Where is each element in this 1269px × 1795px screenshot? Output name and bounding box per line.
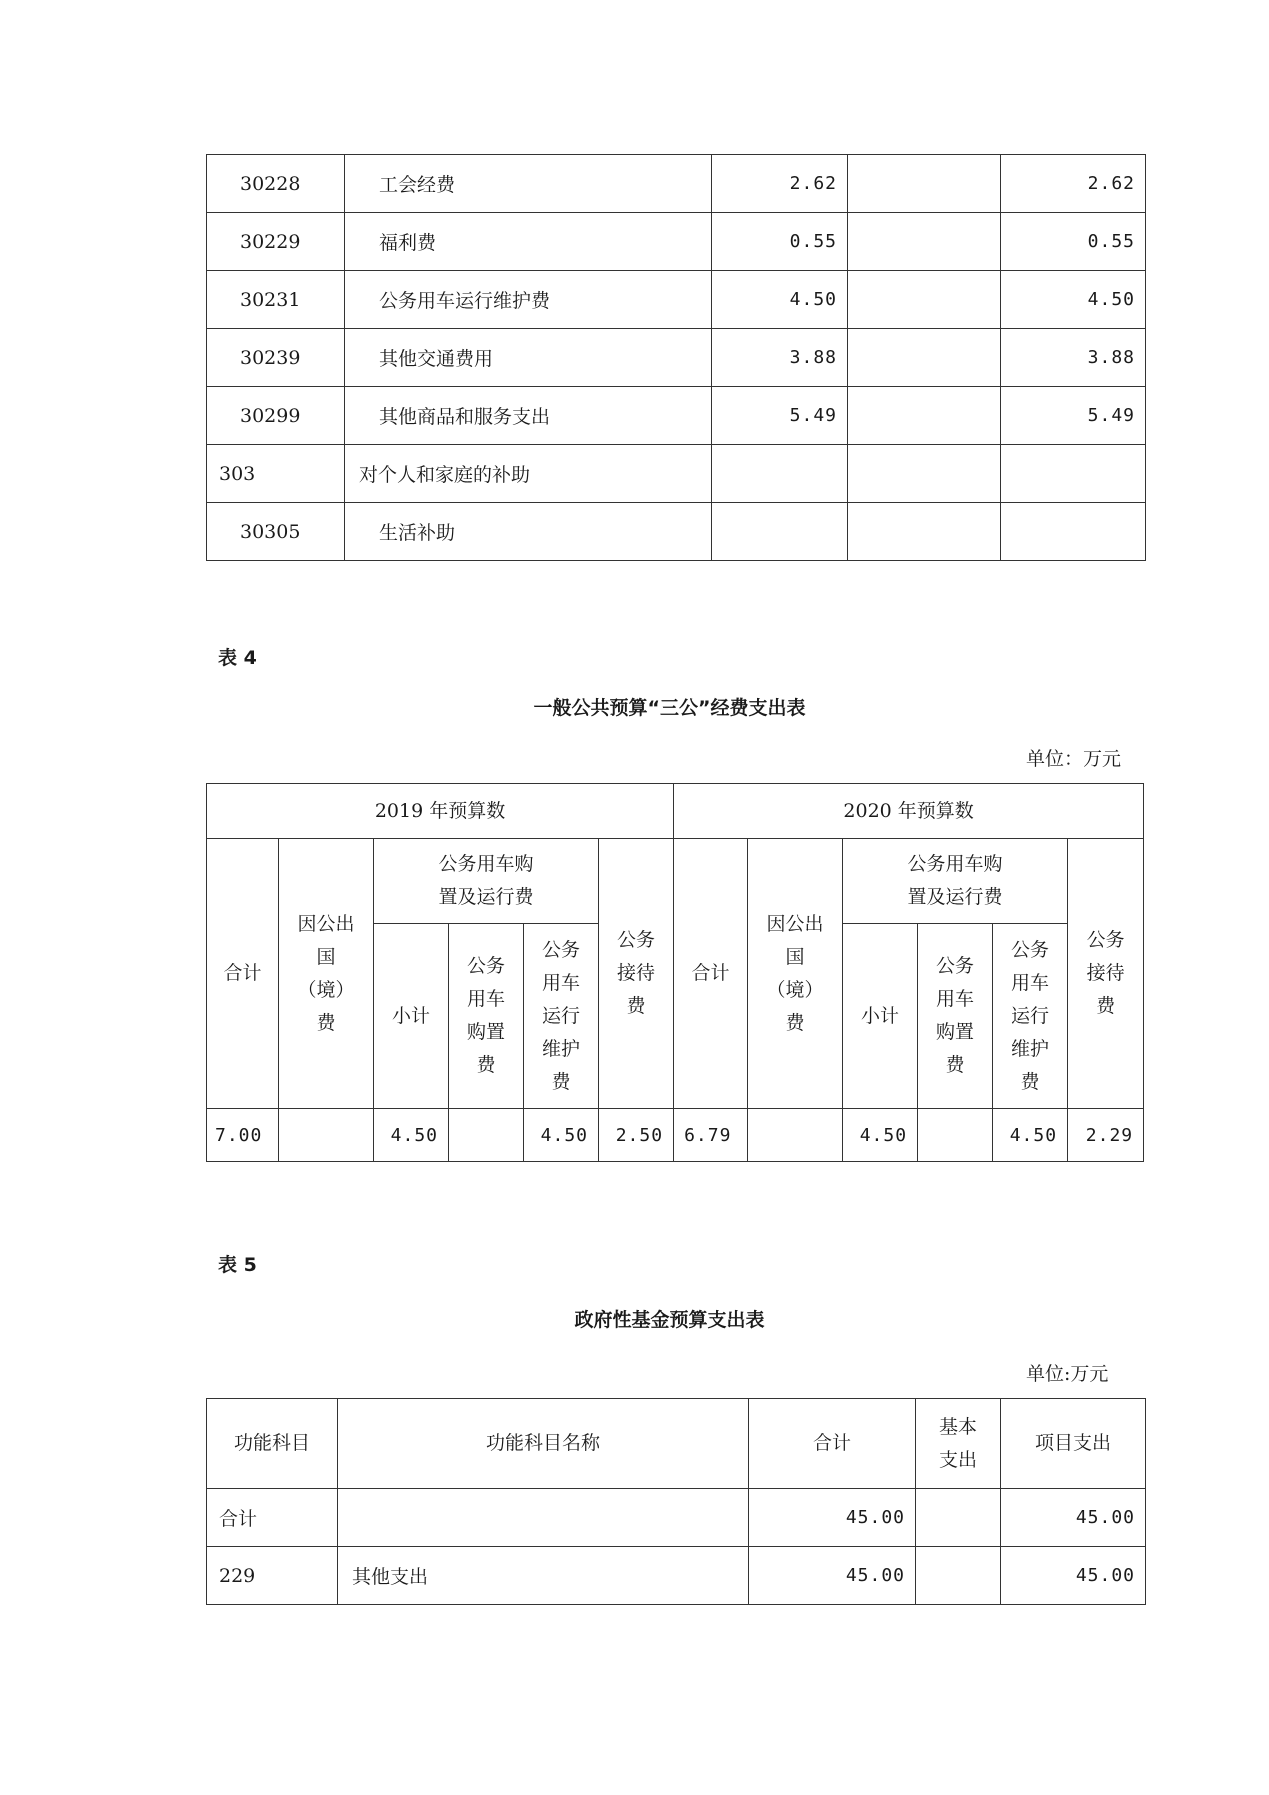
table-row: [207, 213, 1146, 271]
header-abroad: 因公出国（境）费: [279, 839, 374, 1109]
expenditure-table-continued: [206, 154, 1146, 561]
code-cell: 30239: [207, 329, 345, 387]
total-cell: [712, 445, 848, 503]
project-cell: [1001, 445, 1146, 503]
total-cell: 45.00: [749, 1489, 916, 1547]
table4-title: 一般公共预算“三公”经费支出表: [533, 697, 806, 719]
name-cell: [338, 1489, 749, 1547]
value-2019-reception: 2.50: [599, 1109, 674, 1162]
government-fund-table: [206, 1398, 1146, 1605]
project-cell: 0.55: [1001, 213, 1146, 271]
header-total: 合计: [207, 839, 279, 1109]
header-subtotal: 小计: [843, 924, 918, 1109]
code-cell: 30299: [207, 387, 345, 445]
value-2019-buy: [449, 1109, 524, 1162]
header-name: 功能科目名称: [338, 1399, 749, 1489]
table5-unit: 单位:万元: [1026, 1363, 1109, 1385]
table-row: [207, 1547, 1146, 1605]
value-2019-subtotal: 4.50: [374, 1109, 449, 1162]
header-abroad: 因公出国（境）费: [748, 839, 843, 1109]
basic-cell: [848, 271, 1001, 329]
basic-cell: [848, 445, 1001, 503]
name-cell: 福利费: [345, 213, 712, 271]
project-cell: 3.88: [1001, 329, 1146, 387]
basic-cell: [916, 1489, 1001, 1547]
basic-cell: [916, 1547, 1001, 1605]
value-2020-subtotal: 4.50: [843, 1109, 918, 1162]
total-cell: 5.49: [712, 387, 848, 445]
project-cell: 45.00: [1001, 1489, 1146, 1547]
header-car-buy: 公务用车购置费: [449, 924, 524, 1109]
header-total: 合计: [749, 1399, 916, 1489]
table-row: [207, 1109, 1144, 1162]
value-2019-total: 7.00: [207, 1109, 279, 1162]
table5-title: 政府性基金预算支出表: [574, 1309, 765, 1331]
table-row: [207, 503, 1146, 561]
total-cell: 2.62: [712, 155, 848, 213]
value-2020-buy: [918, 1109, 993, 1162]
basic-cell: [848, 213, 1001, 271]
total-cell: 0.55: [712, 213, 848, 271]
name-cell: 其他商品和服务支出: [345, 387, 712, 445]
basic-cell: [848, 329, 1001, 387]
table-row: [207, 155, 1146, 213]
three-public-expenses-table: [206, 783, 1144, 1162]
name-cell: 对个人和家庭的补助: [345, 445, 712, 503]
project-cell: [1001, 503, 1146, 561]
header-car-group: 公务用车购置及运行费: [843, 839, 1068, 924]
basic-cell: [848, 155, 1001, 213]
header-car-run: 公务用车运行维护费: [993, 924, 1068, 1109]
value-2019-abroad: [279, 1109, 374, 1162]
header-car-buy: 公务用车购置费: [918, 924, 993, 1109]
code-cell: 30229: [207, 213, 345, 271]
table-row: [207, 271, 1146, 329]
value-2019-run: 4.50: [524, 1109, 599, 1162]
project-cell: 4.50: [1001, 271, 1146, 329]
name-cell: 生活补助: [345, 503, 712, 561]
header-reception: 公务接待费: [1068, 839, 1144, 1109]
name-cell: 工会经费: [345, 155, 712, 213]
table-row: [207, 387, 1146, 445]
header-code: 功能科目: [207, 1399, 338, 1489]
project-cell: 5.49: [1001, 387, 1146, 445]
table-row: [207, 329, 1146, 387]
total-cell: 45.00: [749, 1547, 916, 1605]
header-reception: 公务接待费: [599, 839, 674, 1109]
name-cell: 公务用车运行维护费: [345, 271, 712, 329]
code-cell: 30305: [207, 503, 345, 561]
value-2020-total: 6.79: [674, 1109, 748, 1162]
header-car-group: 公务用车购置及运行费: [374, 839, 599, 924]
project-cell: 45.00: [1001, 1547, 1146, 1605]
table-row: [207, 445, 1146, 503]
header-basic: 基本支出: [916, 1399, 1001, 1489]
value-2020-abroad: [748, 1109, 843, 1162]
total-cell: 4.50: [712, 271, 848, 329]
total-cell: 3.88: [712, 329, 848, 387]
table-row: [207, 1489, 1146, 1547]
value-2020-run: 4.50: [993, 1109, 1068, 1162]
basic-cell: [848, 503, 1001, 561]
year-2020-header: 2020 年预算数: [674, 784, 1144, 839]
name-cell: 其他支出: [338, 1547, 749, 1605]
value-2020-reception: 2.29: [1068, 1109, 1144, 1162]
table4-unit: 单位：万元: [1026, 748, 1122, 770]
code-cell: 合计: [207, 1489, 338, 1547]
code-cell: 229: [207, 1547, 338, 1605]
table4-label: 表 4: [218, 647, 257, 669]
basic-cell: [848, 387, 1001, 445]
header-car-run: 公务用车运行维护费: [524, 924, 599, 1109]
year-2019-header: 2019 年预算数: [207, 784, 674, 839]
header-subtotal: 小计: [374, 924, 449, 1109]
code-cell: 30228: [207, 155, 345, 213]
code-cell: 30231: [207, 271, 345, 329]
code-cell: 303: [207, 445, 345, 503]
header-project: 项目支出: [1001, 1399, 1146, 1489]
total-cell: [712, 503, 848, 561]
project-cell: 2.62: [1001, 155, 1146, 213]
header-total: 合计: [674, 839, 748, 1109]
table5-label: 表 5: [218, 1254, 257, 1276]
name-cell: 其他交通费用: [345, 329, 712, 387]
